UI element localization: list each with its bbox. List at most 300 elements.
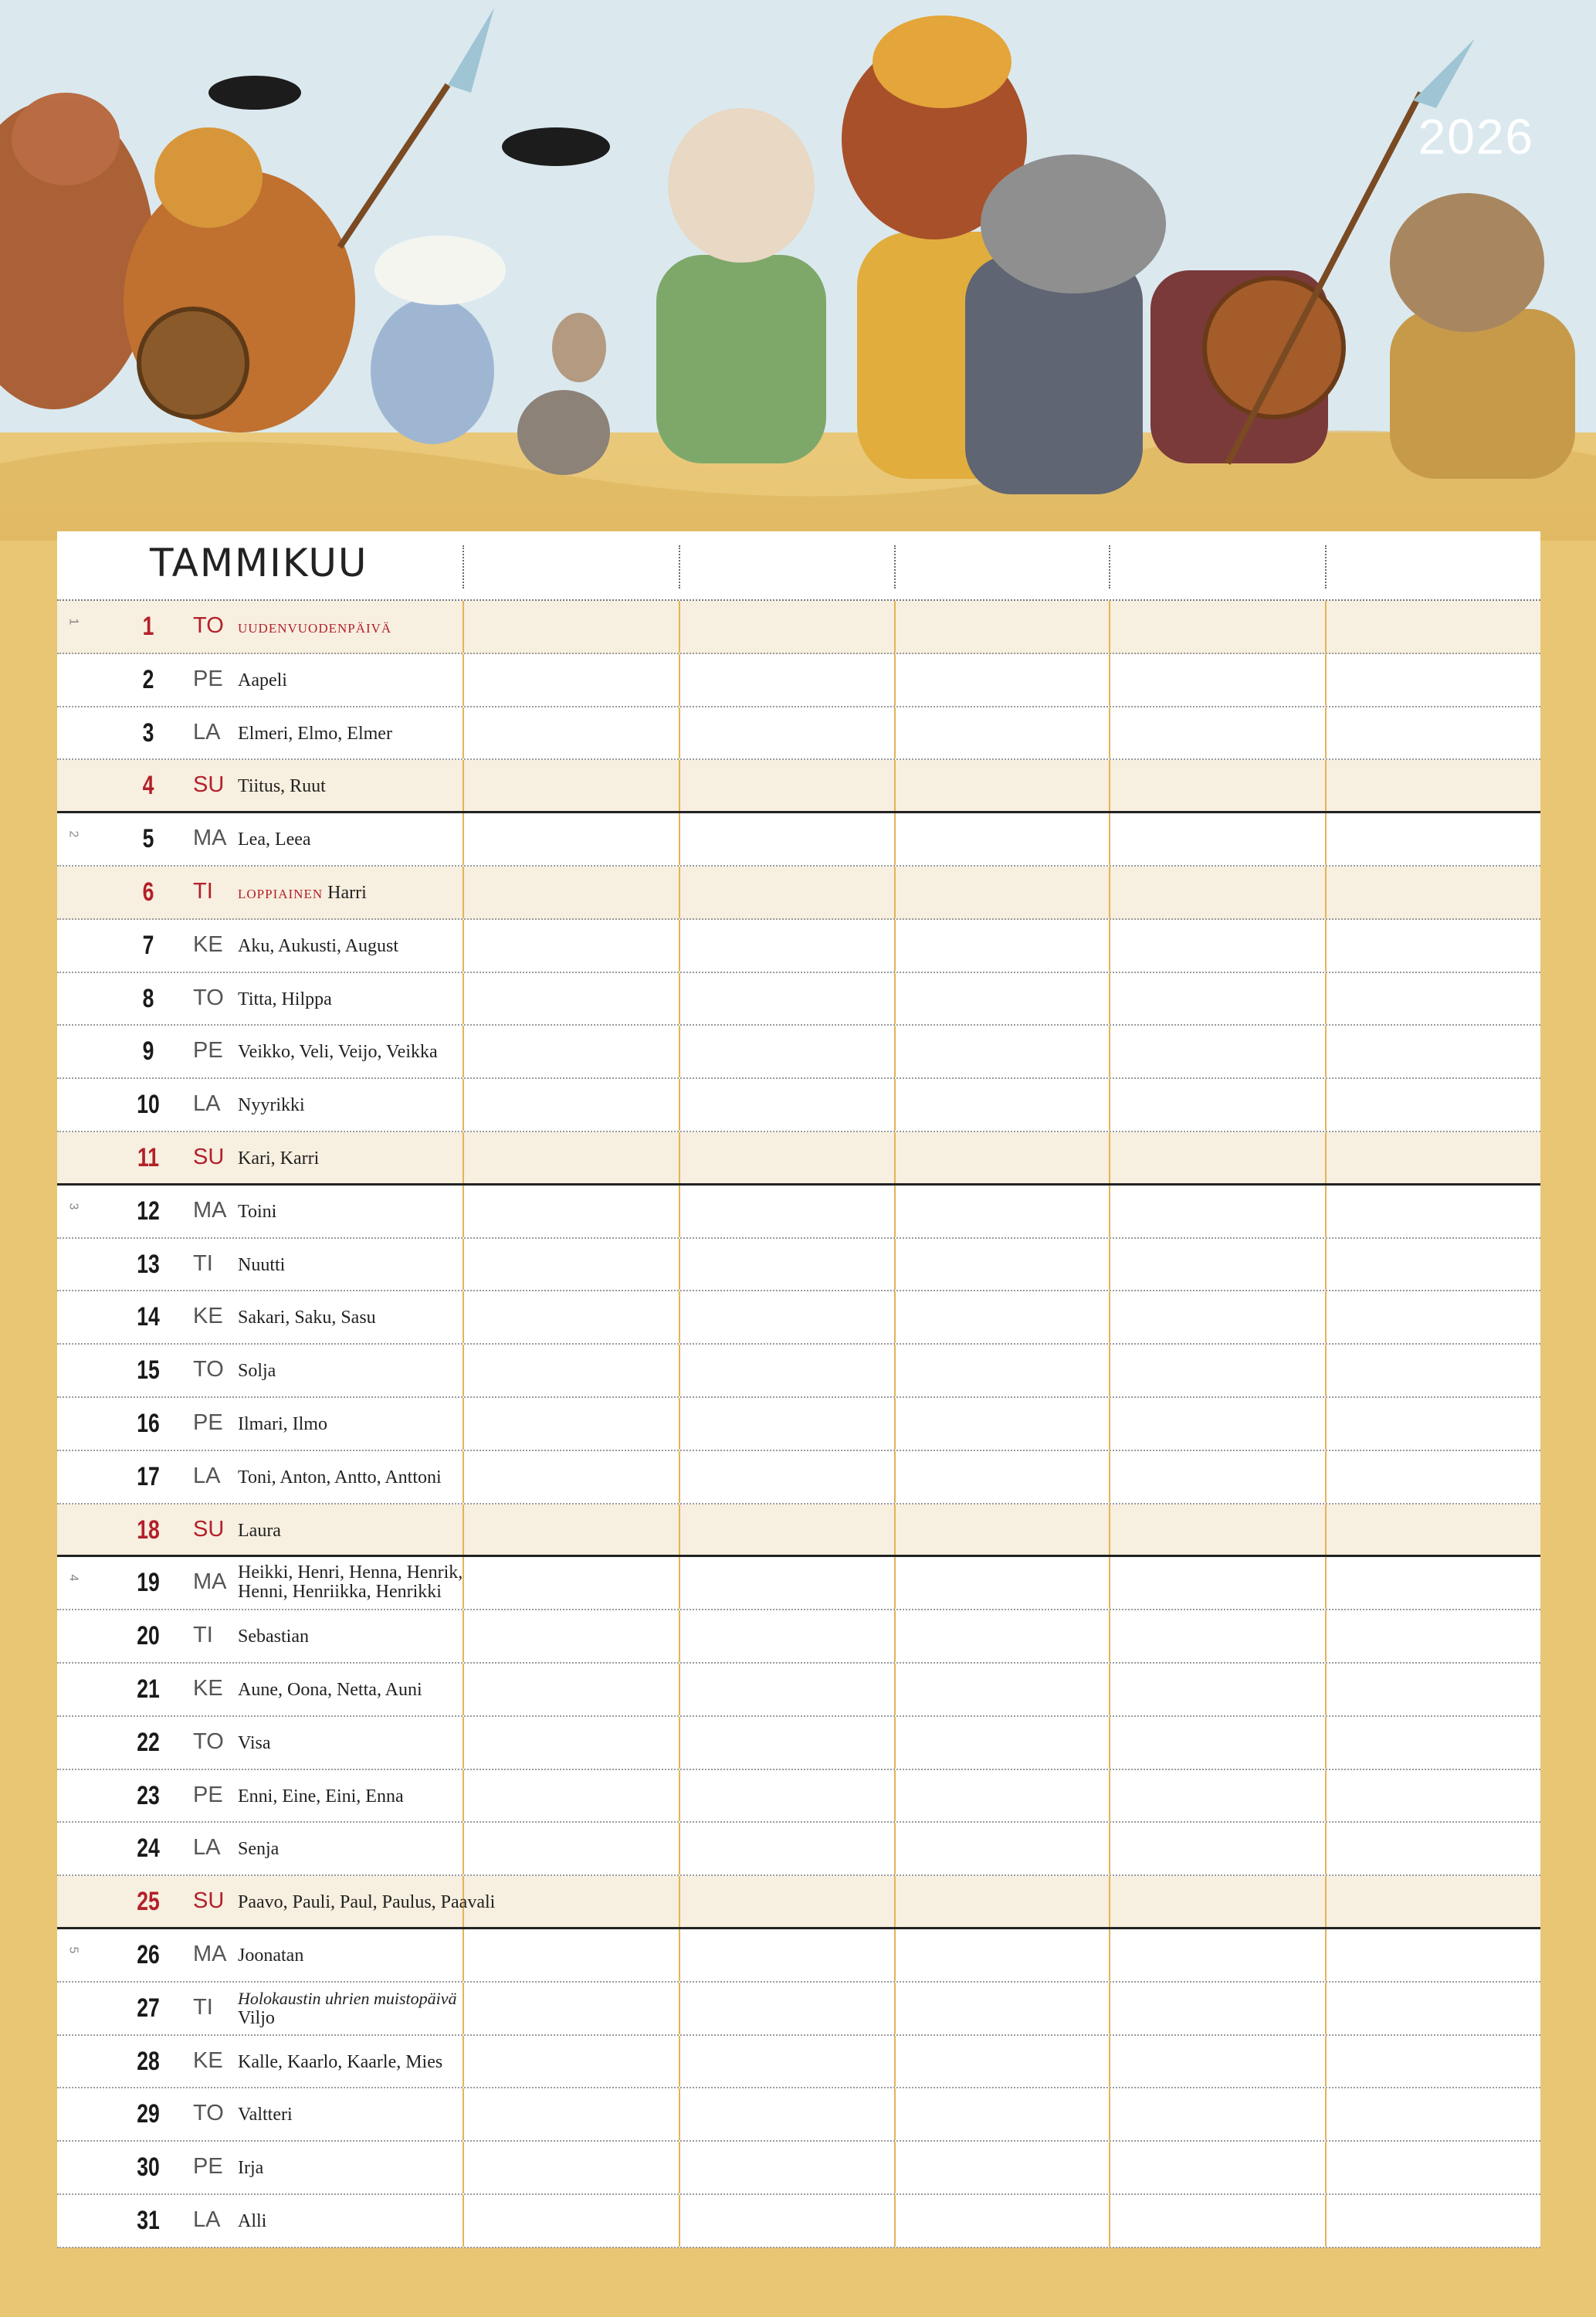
column-divider (679, 545, 680, 589)
weekday-label: TI (193, 1994, 213, 2020)
note-column (463, 1664, 464, 1715)
week-number: 2 (66, 830, 80, 838)
weekday-label: TO (193, 1357, 224, 1382)
note-column (894, 1717, 896, 1769)
day-number: 19 (137, 1568, 160, 1598)
note-column (894, 1664, 896, 1715)
note-column (463, 867, 464, 918)
name-list: Alli (238, 2210, 267, 2231)
name-list: Enni, Eine, Eini, Enna (238, 1786, 404, 1806)
note-column (894, 1398, 896, 1450)
day-row[interactable] (57, 707, 1540, 761)
weekday-label: TO (193, 985, 224, 1010)
note-column (1325, 1876, 1327, 1927)
note-column (1109, 1079, 1110, 1131)
weekday-label: PE (193, 1782, 223, 1807)
name-list: Laura (238, 1520, 281, 1541)
day-number: 27 (137, 1993, 160, 2023)
day-row[interactable] (57, 1770, 1540, 1823)
note-column (1109, 813, 1110, 865)
note-column (894, 1239, 896, 1291)
note-column (679, 2195, 680, 2247)
weekday-label: KE (193, 1675, 223, 1701)
note-column (1325, 1823, 1327, 1874)
note-column (1109, 1664, 1110, 1715)
note-column (894, 707, 896, 759)
note-column (1325, 1505, 1327, 1555)
name-list: Sebastian (238, 1627, 309, 1647)
note-column (679, 813, 680, 865)
note-column (463, 1398, 464, 1450)
day-number: 15 (137, 1355, 160, 1386)
note-column (679, 760, 680, 811)
week-number: 1 (66, 618, 80, 626)
day-row[interactable] (57, 1505, 1540, 1558)
name-day-text (238, 1203, 459, 1222)
name-day-text (238, 1681, 459, 1700)
name-day-text (238, 990, 459, 1009)
note-column (463, 1345, 464, 1396)
note-column (679, 867, 680, 918)
day-number: 22 (137, 1727, 160, 1757)
note-column (463, 1505, 464, 1555)
note-column (1325, 2088, 1327, 2140)
note-column (1109, 707, 1110, 759)
weekday-label: PE (193, 666, 223, 691)
note-column (1325, 1345, 1327, 1396)
name-list: Aku, Aukusti, August (238, 935, 399, 956)
weekday-label: LA (193, 719, 221, 745)
day-number: 17 (137, 1461, 160, 1491)
name-list: Paavo, Pauli, Paul, Paulus, Paavali (238, 1892, 496, 1913)
weekday-label: PE (193, 1410, 223, 1435)
month-title: TAMMIKUU (150, 541, 368, 585)
name-list: Toini (238, 1201, 277, 1222)
day-row[interactable] (57, 1929, 1540, 1983)
day-row[interactable] (57, 1026, 1540, 1079)
holiday-label: uudenvuodenpäivä (238, 617, 392, 637)
weekday-label: SU (193, 772, 225, 798)
weekday-label: PE (193, 1038, 223, 1064)
name-day-text (238, 1362, 459, 1381)
name-day-text (238, 1521, 459, 1541)
day-row[interactable] (57, 1132, 1540, 1186)
note-column (894, 1876, 896, 1927)
day-row[interactable] (57, 1451, 1540, 1505)
note-column (1109, 1557, 1110, 1609)
name-list: Kalle, Kaarlo, Kaarle, Mies (238, 2051, 443, 2072)
weekday-label: PE (193, 2154, 223, 2180)
day-number: 20 (137, 1621, 160, 1651)
note-column (679, 1876, 680, 1927)
column-divider (894, 545, 896, 589)
note-column (894, 1026, 896, 1077)
note-column (1325, 1239, 1327, 1291)
name-list: Toni, Anton, Antto, Anttoni (238, 1467, 442, 1488)
note-column (679, 2036, 680, 2088)
note-column (1109, 1026, 1110, 1077)
name-day-text (238, 1256, 459, 1275)
note-column (679, 1239, 680, 1291)
note-column (1325, 1079, 1327, 1131)
note-column (1325, 2195, 1327, 2247)
weekday-label: LA (193, 1091, 221, 1117)
holiday-label: loppiainen (238, 882, 324, 903)
note-column (1109, 654, 1110, 706)
note-column (679, 654, 680, 706)
name-list: Elmeri, Elmo, Elmer (238, 723, 392, 744)
weekday-label: KE (193, 931, 223, 957)
note-column (1325, 1770, 1327, 1822)
note-column (1109, 1398, 1110, 1450)
note-column (1325, 1132, 1327, 1183)
note-column (1325, 1291, 1327, 1343)
note-column (1109, 2142, 1110, 2193)
weekday-label: TO (193, 2101, 224, 2126)
note-column (894, 2036, 896, 2088)
note-column (679, 1505, 680, 1555)
day-row[interactable] (57, 2142, 1540, 2195)
note-column (679, 1079, 680, 1131)
note-column (1325, 760, 1327, 811)
weekday-label: KE (193, 2047, 223, 2073)
day-row[interactable] (57, 973, 1540, 1026)
weekday-label: MA (193, 826, 227, 851)
column-divider (1325, 545, 1327, 589)
note-column (1109, 1770, 1110, 1822)
note-column (463, 1079, 464, 1131)
name-list: Aapeli (238, 670, 287, 690)
note-column (1109, 973, 1110, 1025)
note-column (463, 1186, 464, 1237)
day-number: 11 (137, 1142, 160, 1172)
weekday-label: SU (193, 1516, 225, 1542)
day-number: 8 (142, 983, 154, 1013)
day-number: 7 (142, 930, 154, 960)
note-column (1109, 1505, 1110, 1555)
note-column (894, 1983, 896, 2034)
name-list: Tiitus, Ruut (238, 776, 326, 797)
note-column (1325, 654, 1327, 706)
note-column (1109, 2088, 1110, 2140)
note-column (1325, 1398, 1327, 1450)
note-column (1109, 1823, 1110, 1874)
note-column (679, 2142, 680, 2193)
name-list: Kari, Karri (238, 1148, 320, 1169)
note-column (894, 1929, 896, 1981)
name-day-text (238, 1043, 459, 1062)
weekday-label: MA (193, 1197, 227, 1223)
name-list: Lea, Leea (238, 829, 311, 850)
note-column (463, 2195, 464, 2247)
weekday-label: TI (193, 1623, 213, 1648)
note-column (1325, 601, 1327, 653)
day-row[interactable] (57, 1610, 1540, 1664)
note-column (679, 1026, 680, 1077)
day-number: 13 (137, 1249, 160, 1279)
note-column (894, 601, 896, 653)
note-column (1325, 1664, 1327, 1715)
note-column (1109, 1717, 1110, 1769)
day-row[interactable] (57, 1079, 1540, 1132)
day-number: 21 (137, 1674, 160, 1704)
weekday-label: MA (193, 1569, 227, 1595)
note-column (894, 760, 896, 811)
note-column (463, 2036, 464, 2088)
note-column (894, 813, 896, 865)
note-column (463, 973, 464, 1025)
name-list: Senja (238, 1839, 280, 1860)
name-day-text (238, 1308, 459, 1328)
note-column (1109, 1451, 1110, 1503)
note-column (1325, 813, 1327, 865)
note-column (679, 1610, 680, 1662)
note-column (1109, 1186, 1110, 1237)
name-day-text (238, 884, 459, 903)
note-column (463, 760, 464, 811)
day-row[interactable] (57, 601, 1540, 654)
note-column (894, 920, 896, 972)
day-row[interactable] (57, 1345, 1540, 1398)
note-column (894, 1291, 896, 1343)
note-column (1325, 973, 1327, 1025)
day-number: 25 (137, 1887, 160, 1917)
name-list: Sakari, Saku, Sasu (238, 1308, 376, 1328)
note-column (463, 1132, 464, 1183)
day-number: 30 (137, 2152, 160, 2183)
day-number: 12 (137, 1196, 160, 1226)
weekday-label: KE (193, 1304, 223, 1329)
note-column (463, 1557, 464, 1609)
day-number: 1 (142, 612, 154, 641)
name-day-text (238, 1149, 459, 1169)
day-number: 28 (137, 2046, 160, 2076)
day-row[interactable] (57, 1291, 1540, 1345)
note-column (679, 1717, 680, 1769)
note-column (894, 2142, 896, 2193)
name-list: Irja (238, 2158, 264, 2179)
note-column (679, 1557, 680, 1609)
day-row[interactable] (57, 2088, 1540, 2142)
note-column (1325, 1026, 1327, 1077)
day-number: 10 (137, 1090, 160, 1120)
day-row[interactable] (57, 1557, 1540, 1610)
name-list: Nyyrikki (238, 1095, 305, 1116)
day-row[interactable] (57, 2195, 1540, 2248)
figure-cat (656, 108, 826, 463)
note-column (1109, 1876, 1110, 1927)
note-column (679, 1823, 680, 1874)
weekday-label: TI (193, 1250, 213, 1276)
note-column (1109, 920, 1110, 972)
day-number: 2 (142, 664, 154, 694)
name-list: Solja (238, 1361, 276, 1382)
weekday-label: LA (193, 2207, 221, 2232)
note-column (463, 1929, 464, 1981)
note-column (1109, 1345, 1110, 1396)
figure-wolf (965, 154, 1166, 494)
weekday-label: SU (193, 1144, 225, 1169)
note-column (1325, 2036, 1327, 2088)
note-column (679, 1983, 680, 2034)
note-column (679, 707, 680, 759)
weekday-label: MA (193, 1941, 227, 1966)
note-column (1109, 760, 1110, 811)
name-list: Harri (327, 882, 367, 903)
note-column (1109, 2036, 1110, 2088)
note-column (1325, 1557, 1327, 1609)
day-number: 23 (137, 1780, 160, 1810)
note-column (1325, 1929, 1327, 1981)
note-column (894, 1132, 896, 1183)
name-day-text (238, 1468, 459, 1488)
note-column (1109, 867, 1110, 918)
name-list: Henni, Henriikka, Henrikki (238, 1582, 442, 1603)
observance-note: Holokaustin uhrien muistopäivä (238, 1988, 457, 2008)
day-number: 9 (142, 1036, 154, 1067)
note-column (679, 1132, 680, 1183)
note-column (894, 654, 896, 706)
note-column (463, 1717, 464, 1769)
note-column (463, 813, 464, 865)
weekday-label: LA (193, 1463, 221, 1488)
day-row[interactable] (57, 1664, 1540, 1717)
name-list: Ilmari, Ilmo (238, 1413, 327, 1434)
name-day-text (238, 724, 459, 744)
note-column (894, 1451, 896, 1503)
day-row[interactable] (57, 654, 1540, 707)
name-list: Titta, Hilppa (238, 989, 332, 1009)
day-number: 31 (137, 2205, 160, 2235)
name-list: Visa (238, 1732, 271, 1753)
name-day-text (238, 937, 459, 956)
day-row[interactable] (57, 867, 1540, 920)
column-divider (1109, 545, 1110, 589)
note-column (894, 1823, 896, 1874)
name-day-text (238, 1627, 459, 1647)
note-column (894, 1079, 896, 1131)
day-row[interactable] (57, 920, 1540, 973)
day-row[interactable] (57, 760, 1540, 813)
note-column (1325, 2142, 1327, 2193)
name-day-text (238, 1096, 459, 1115)
day-row[interactable] (57, 1717, 1540, 1770)
note-column (1109, 2195, 1110, 2247)
note-column (463, 1026, 464, 1077)
note-column (463, 601, 464, 653)
calendar-header (57, 531, 1540, 601)
week-number: 3 (66, 1203, 80, 1210)
weekday-label: TO (193, 1728, 224, 1754)
day-row[interactable] (57, 1239, 1540, 1292)
note-column (679, 2088, 680, 2140)
note-column (679, 601, 680, 653)
weekday-label: TI (193, 878, 213, 904)
day-row[interactable] (57, 1398, 1540, 1451)
name-list: Aune, Oona, Netta, Auni (238, 1679, 422, 1700)
day-number: 14 (137, 1302, 160, 1332)
day-row[interactable] (57, 813, 1540, 867)
day-row[interactable] (57, 2036, 1540, 2089)
note-column (679, 1664, 680, 1715)
name-list: Heikki, Henri, Henna, Henrik, (238, 1562, 463, 1583)
note-column (1109, 1610, 1110, 1662)
note-column (463, 2142, 464, 2193)
note-column (894, 1557, 896, 1609)
day-number: 5 (142, 824, 154, 854)
name-list: Viljo (238, 2007, 275, 2028)
day-row[interactable] (57, 1823, 1540, 1876)
note-column (463, 1239, 464, 1291)
column-divider (463, 545, 464, 589)
note-column (894, 2088, 896, 2140)
note-column (463, 920, 464, 972)
note-column (1109, 1239, 1110, 1291)
note-column (1109, 1132, 1110, 1183)
note-column (894, 867, 896, 918)
note-column (679, 1186, 680, 1237)
day-row[interactable] (57, 1876, 1540, 1929)
name-day-text (238, 2212, 459, 2231)
day-number: 4 (142, 771, 154, 801)
note-column (1109, 1929, 1110, 1981)
note-column (894, 973, 896, 1025)
weekday-label: SU (193, 1888, 225, 1914)
note-column (463, 654, 464, 706)
note-column (894, 1186, 896, 1237)
name-list: Joonatan (238, 1945, 304, 1966)
day-row[interactable] (57, 1186, 1540, 1239)
note-column (463, 1983, 464, 2034)
note-column (1325, 1186, 1327, 1237)
name-day-text (238, 671, 459, 690)
note-column (1109, 1291, 1110, 1343)
name-day-text (238, 2053, 459, 2072)
note-column (463, 1610, 464, 1662)
note-column (679, 1929, 680, 1981)
note-column (679, 973, 680, 1025)
day-number: 29 (137, 2099, 160, 2129)
name-day-text (238, 1415, 459, 1434)
note-column (894, 1505, 896, 1555)
note-column (894, 2195, 896, 2247)
name-list: Nuutti (238, 1254, 286, 1275)
week-number: 4 (66, 1574, 80, 1582)
name-day-text (238, 1840, 459, 1859)
name-day-text (238, 1734, 459, 1753)
note-column (1325, 1983, 1327, 2034)
header-illustration (0, 0, 1596, 541)
note-column (1325, 1451, 1327, 1503)
name-day-text (238, 1946, 459, 1966)
note-column (463, 1291, 464, 1343)
note-column (463, 1823, 464, 1874)
name-day-text (238, 618, 459, 637)
note-column (894, 1345, 896, 1396)
name-day-text (238, 2159, 459, 2178)
day-number: 26 (137, 1939, 160, 1969)
weekday-label: TO (193, 613, 224, 638)
day-number: 18 (137, 1515, 160, 1545)
day-row[interactable] (57, 1983, 1540, 2036)
note-column (463, 1770, 464, 1822)
note-column (463, 1451, 464, 1503)
note-column (1325, 1717, 1327, 1769)
note-column (1325, 920, 1327, 972)
name-day-text (238, 1787, 459, 1806)
note-column (894, 1610, 896, 1662)
calendar-grid (57, 531, 1540, 2247)
